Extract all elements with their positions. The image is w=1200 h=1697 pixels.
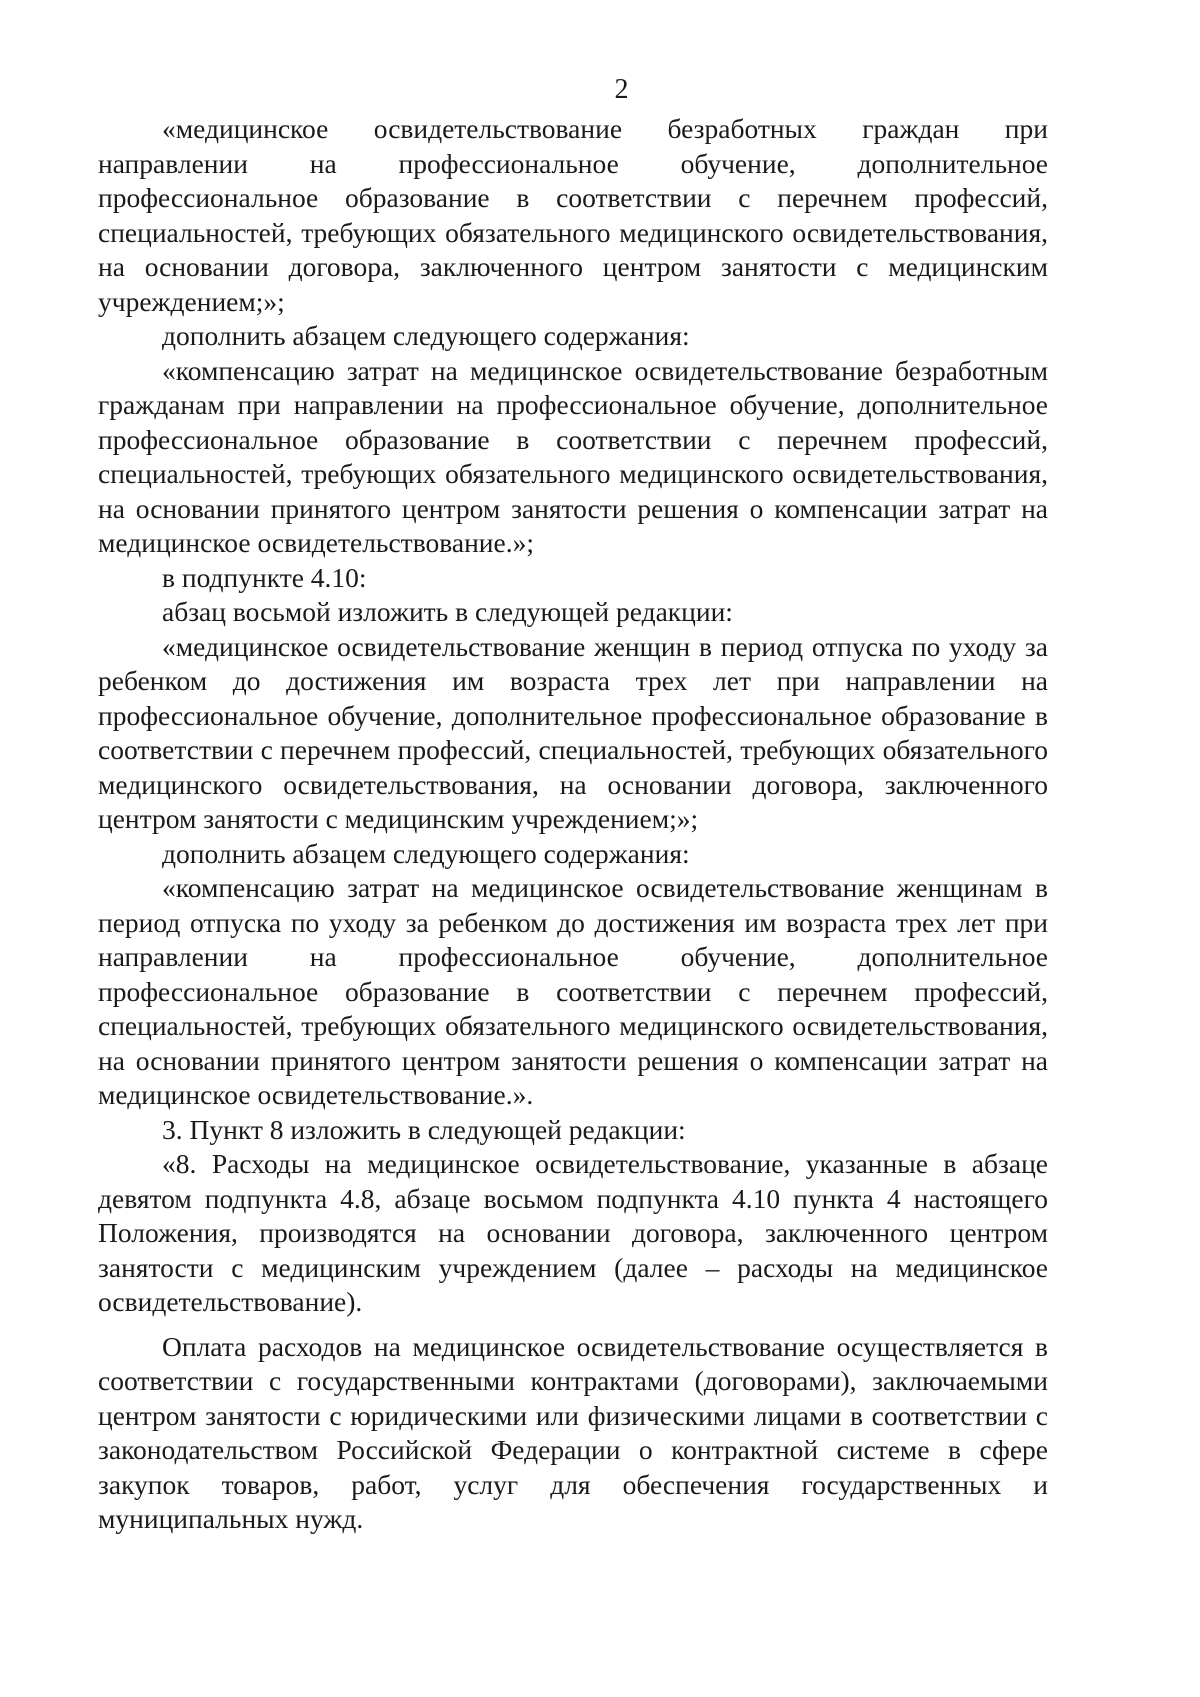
paragraph-compensation-women: «компенсацию затрат на медицинское освидетельствование женщинам в период отпуска по уходу за ребенком до достижения им возраста трех лет при направлении на профессиональное обучение, дополнительное профессиональное образование в соответствии с перечнем профессий, специальностей, требующих обязательного медицинского освидетельствования, на основании принятого центром занятости решения о компенсации затрат на медицинское освидетельствование.». <box>98 872 1048 1110</box>
paragraph-subclause-4-10: в подпункте 4.10: <box>162 561 367 593</box>
paragraph-add-clause: дополнить абзацем следующего содержания: <box>162 320 690 351</box>
paragraph-medical-exam-unemployed: «медицинское освидетельствование безработных граждан при направлении на профессиональное обучение, дополнительное профессиональное образование в соответствии с перечнем профессий, специальностей, требующих обязательного медицинского освидетельствования, на основании договора, заключенного центром занятости с медицинским учреждением;»; <box>98 113 1048 317</box>
paragraph-add-clause-2: дополнить абзацем следующего содержания: <box>162 837 690 869</box>
page-number: 2 <box>614 74 629 105</box>
paragraph-eighth-clause: абзац восьмой изложить в следующей редакции: <box>162 596 733 627</box>
document-body <box>98 112 1048 1537</box>
paragraph-compensation-unemployed: «компенсацию затрат на медицинское освидетельствование безработным гражданам при направлении на профессиональное обучение, дополнительное профессиональное образование в соответствии с перечнем профессий, специальностей, требующих обязательного медицинского освидетельствования, на основании принятого центром занятости решения о компенсации затрат на медицинское освидетельствование.»; <box>98 354 1048 558</box>
paragraph-item-8-expenses: «8. Расходы на медицинское освидетельствование, указанные в абзаце девятом подпункта 4.8, абзаце восьмом подпункта 4.10 пункта 4 настоящего Положения, производятся на основании договора, заключенного центром занятости с медицинским учреждением (далее – расходы на медицинское освидетельствование). <box>98 1148 1048 1317</box>
paragraph-medical-exam-women: «медицинское освидетельствование женщин в период отпуска по уходу за ребенком до достижения им возраста трех лет при направлении на профессиональное обучение, дополнительное профессиональное образование в соответствии с перечнем профессий, специальностей, требующих обязательного медицинского освидетельствования, на основании договора, заключенного центром занятости с медицинским учреждением;»; <box>98 630 1048 834</box>
paragraph-payment: Оплата расходов на медицинское освидетельствование осуществляется в соответствии с государственными контрактами (договорами), заключаемыми центром занятости с юридическими или физическими лицами в соответствии с законодательством Российской Федерации о контрактной системе в сфере закупок товаров, работ, услуг для обеспечения государственных и муниципальных нужд. <box>98 1330 1048 1534</box>
paragraph-item-3: 3. Пункт 8 изложить в следующей редакции: <box>162 1113 686 1145</box>
